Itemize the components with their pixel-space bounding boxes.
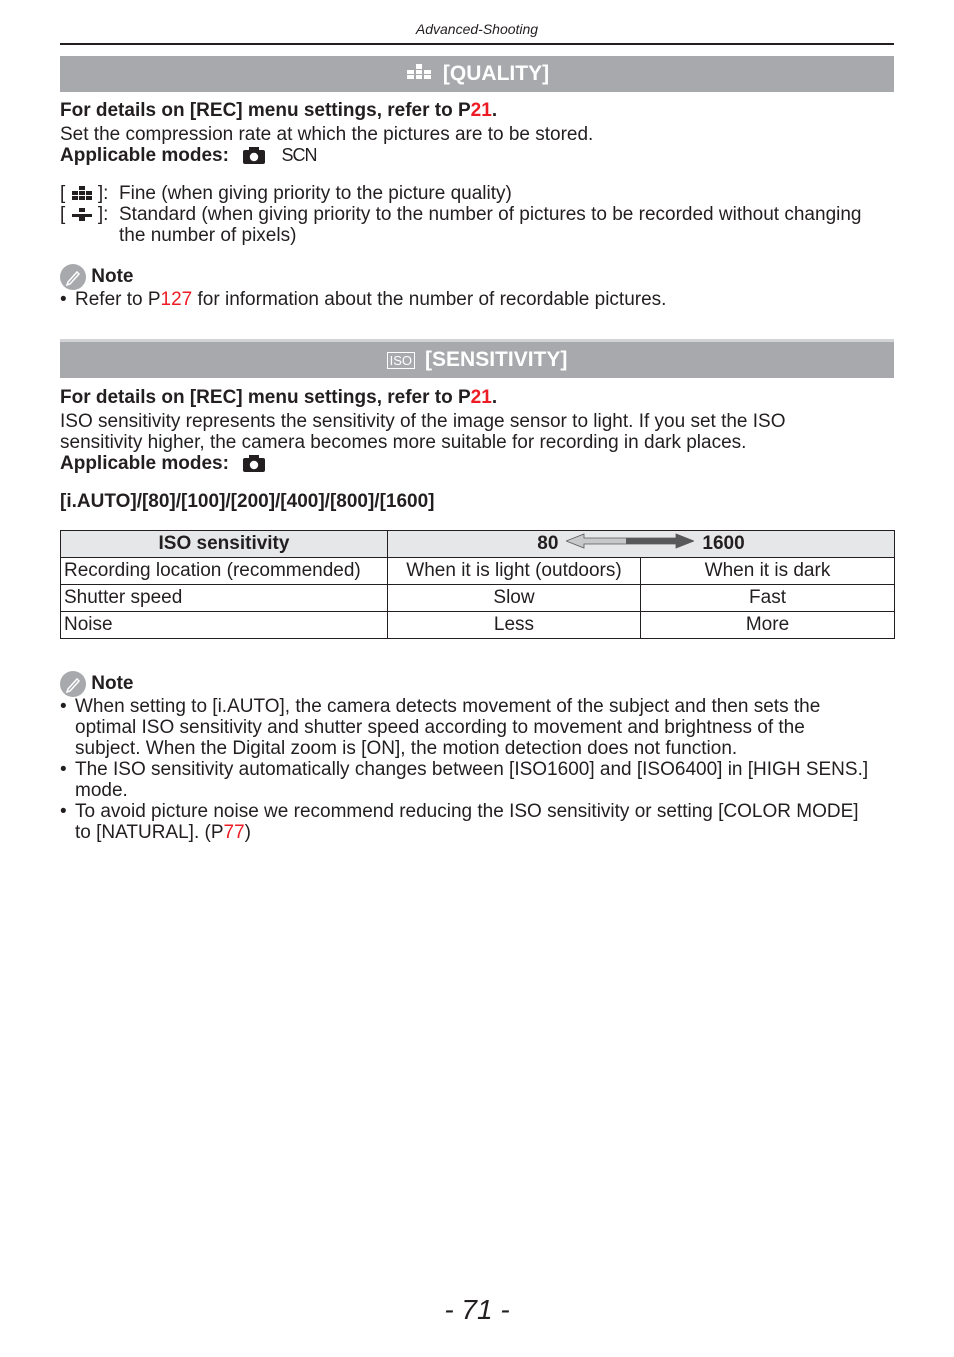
iso-icon: ISO [387,352,415,369]
table-row [61,585,895,612]
note-line: subject. When the Digital zoom is [ON], the motion detection does not function. [75,738,738,759]
row-label: Noise [61,612,388,639]
scn-icon: SCN [281,145,317,165]
quality-option-standard-cont: the number of pixels) [119,225,297,246]
header-rule [60,43,894,45]
modes-label: Applicable modes: [60,145,229,166]
bracket-close: ]: [97,204,109,225]
row-high: More [641,612,895,639]
sensitivity-note-heading [60,671,134,697]
note-line: To avoid picture noise we recommend reducing the ISO sensitivity or setting [COLOR MODE] [75,801,859,822]
note-label: Note [91,266,134,288]
quality-section-bar [60,56,894,92]
sensitivity-details [60,387,497,408]
sensitivity-description-2: sensitivity higher, the camera becomes more suitable for recording in dark places. [60,432,747,453]
page-link[interactable]: 21 [470,387,492,408]
note-line [75,822,894,843]
quality-note-bullet [60,289,894,310]
sensitivity-section-bar [60,342,894,378]
iso-table [60,530,895,639]
note-line: When setting to [i.AUTO], the camera detects movement of the subject and then sets the [75,696,821,717]
row-low: Slow [388,585,641,612]
quality-option-fine [60,183,512,205]
camera-icon [242,454,266,477]
bracket: [ [60,183,66,204]
range-arrow-icon [566,533,694,555]
quality-title: [QUALITY] [442,62,550,85]
running-header: Advanced-Shooting [415,21,539,37]
note-text-suffix: ) [244,822,251,843]
table-header-row [61,531,895,558]
table-row [61,612,895,639]
note-text-suffix: for information about the number of recordable pictures. [192,289,667,310]
iso-high: 1600 [702,533,745,554]
quality-details [60,100,497,121]
sensitivity-settings: [i.AUTO]/[80]/[100]/[200]/[400]/[800]/[1600] [60,491,435,512]
pencil-icon [60,671,86,697]
camera-icon [242,146,266,169]
page-number: - 71 - [444,1294,510,1325]
sensitivity-note-bullet-2 [60,759,894,801]
modes-label: Applicable modes: [60,453,229,474]
option-text: Fine (when giving priority to the picture quality) [119,183,512,204]
option-text: Standard (when giving priority to the number of pictures to be recorded without changing [119,204,862,225]
bullet-dot: • [60,801,67,822]
bullet-dot: • [60,759,67,780]
sensitivity-note-bullet-1 [60,696,894,759]
details-text: For details on [REC] menu settings, refer to P [60,100,471,121]
page-link[interactable]: 127 [160,289,193,310]
table-header-label: ISO sensitivity [61,531,388,558]
sensitivity-description-1: ISO sensitivity represents the sensitivity of the image sensor to light. If you set the ISO [60,411,786,432]
bracket-close: ]: [97,183,109,204]
row-low: When it is light (outdoors) [388,558,641,585]
quality-description: Set the compression rate at which the pictures are to be stored. [60,124,594,145]
sensitivity-note-bullet-3 [60,801,894,843]
fine-icon [71,184,93,205]
bullet-dot: • [60,289,67,310]
note-text: Refer to P [75,289,161,310]
table-row [61,558,895,585]
row-high: Fast [641,585,895,612]
pencil-icon [60,264,86,290]
note-line: optimal ISO sensitivity and shutter speed according to movement and brightness of the [75,717,805,738]
sensitivity-title: [SENSITIVITY] [425,348,568,371]
note-label: Note [91,673,134,695]
sensitivity-modes [60,453,266,477]
quality-option-standard [60,204,862,226]
page-link[interactable]: 21 [470,100,492,121]
iso-low: 80 [537,533,559,554]
row-low: Less [388,612,641,639]
note-line: mode. [75,780,128,801]
quality-note-heading [60,264,134,290]
details-suffix: . [491,100,498,121]
standard-icon [71,205,93,226]
row-label: Shutter speed [61,585,388,612]
table-header-range [388,531,895,558]
bracket: [ [60,204,66,225]
quality-icon [405,62,433,86]
bullet-dot: • [60,696,67,717]
note-line: The ISO sensitivity automatically changes between [ISO1600] and [ISO6400] in [HIGH SENS.] [75,759,869,780]
quality-modes [60,145,317,169]
row-label: Recording location (recommended) [61,558,388,585]
note-text: to [NATURAL]. (P [75,822,224,843]
row-high: When it is dark [641,558,895,585]
page-link[interactable]: 77 [223,822,245,843]
details-text: For details on [REC] menu settings, refer to P [60,387,471,408]
details-suffix: . [491,387,498,408]
